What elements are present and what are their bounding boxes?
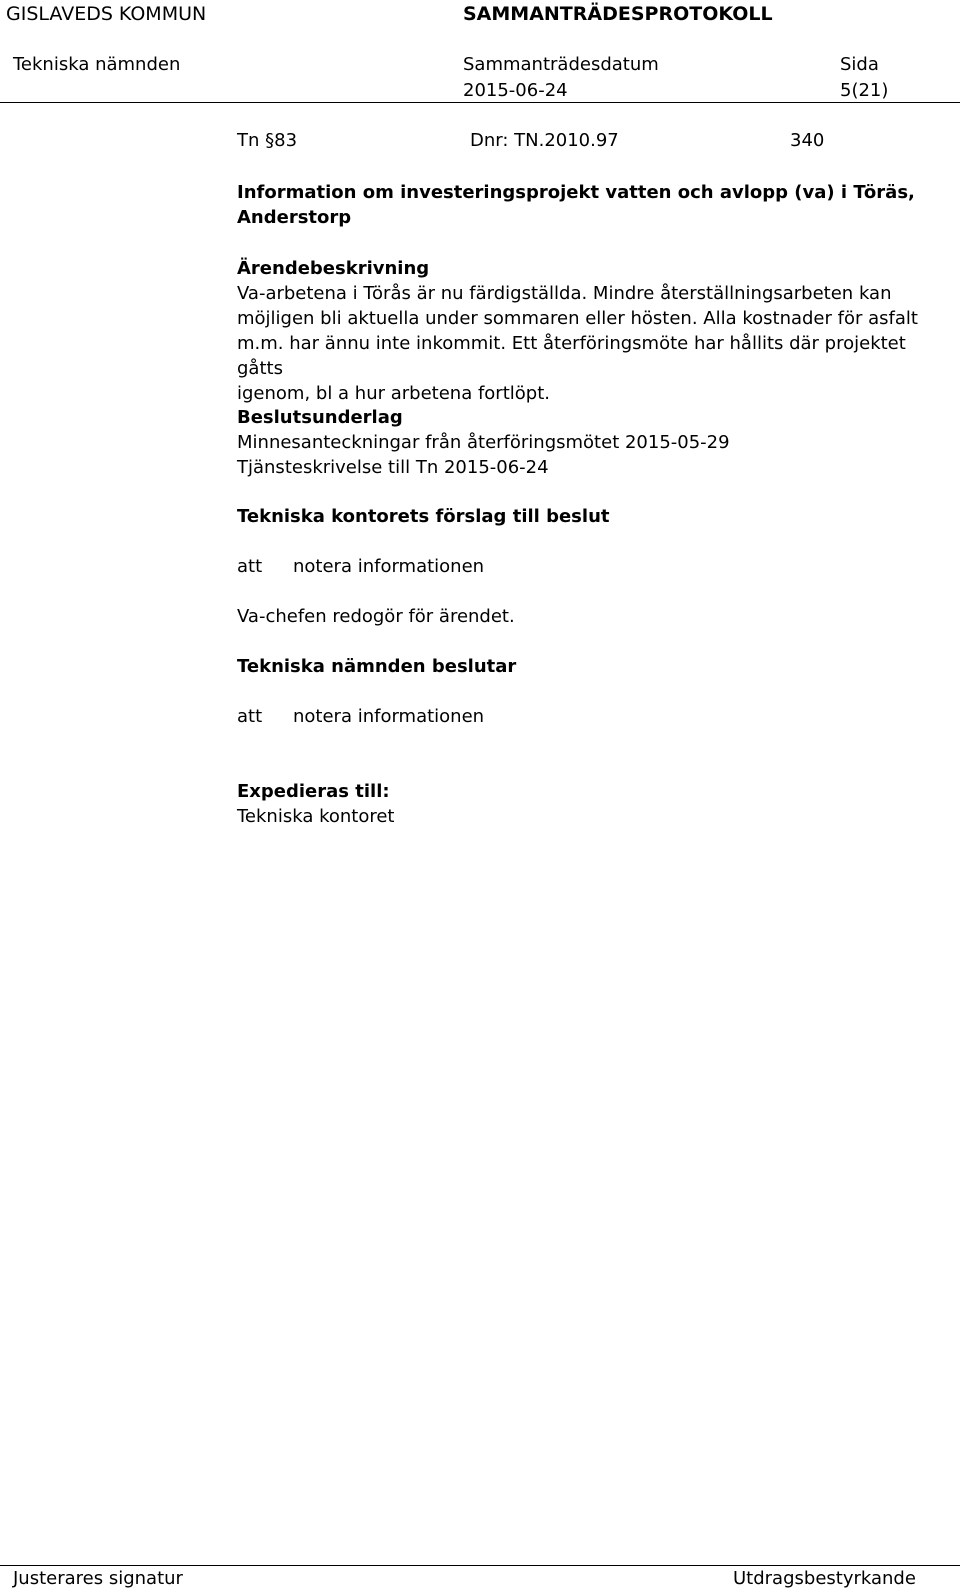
page-number: 5(21) (840, 80, 889, 101)
decision-text: notera informationen (293, 706, 485, 727)
case-number: Tn §83 (237, 130, 298, 151)
description-line: m.m. har ännu inte inkommit. Ett återföringsmöte har hållits där projektet gåtts (237, 333, 906, 379)
header-divider (0, 102, 960, 103)
proposal-att: att (237, 556, 263, 577)
basis-section (237, 405, 937, 480)
footer-extract-label: Utdragsbestyrkande (733, 1568, 916, 1589)
committee-name: Tekniska nämnden (13, 54, 181, 75)
dispatch-recipient: Tekniska kontoret (237, 806, 395, 827)
dispatch-heading: Expedieras till: (237, 781, 390, 802)
description-section (237, 256, 937, 406)
case-title-line-2: Anderstorp (237, 207, 352, 228)
report-text: Va-chefen redogör för ärendet. (237, 606, 515, 627)
basis-heading: Beslutsunderlag (237, 407, 403, 428)
meeting-date: 2015-06-24 (463, 80, 568, 101)
proposal-text: notera informationen (293, 556, 485, 577)
decision-att: att (237, 706, 263, 727)
case-code: 340 (790, 130, 825, 151)
document-type: SAMMANTRÄDESPROTOKOLL (463, 3, 773, 25)
description-line: igenom, bl a hur arbetena fortlöpt. (237, 383, 550, 404)
page-label: Sida (840, 54, 879, 75)
description-heading: Ärendebeskrivning (237, 258, 430, 279)
description-line: Va-arbetena i Törås är nu färdigställda. Mindre återställningsarbeten kan (237, 283, 892, 304)
case-title (237, 180, 937, 230)
case-dnr: Dnr: TN.2010.97 (470, 130, 619, 151)
footer-divider (0, 1565, 960, 1566)
decision-heading: Tekniska nämnden beslutar (237, 656, 517, 677)
description-line: möjligen bli aktuella under sommaren eller hösten. Alla kostnader för asfalt (237, 308, 918, 329)
proposal-heading: Tekniska kontorets förslag till beslut (237, 506, 610, 527)
footer-signature-label: Justerares signatur (13, 1568, 183, 1589)
org-name: GISLAVEDS KOMMUN (6, 3, 207, 25)
basis-item: Minnesanteckningar från återföringsmötet 2015-05-29 (237, 432, 730, 453)
basis-item: Tjänsteskrivelse till Tn 2015-06-24 (237, 457, 549, 478)
date-label: Sammanträdesdatum (463, 54, 659, 75)
case-title-line-1: Information om investeringsprojekt vatten och avlopp (va) i Töräs, (237, 182, 915, 203)
